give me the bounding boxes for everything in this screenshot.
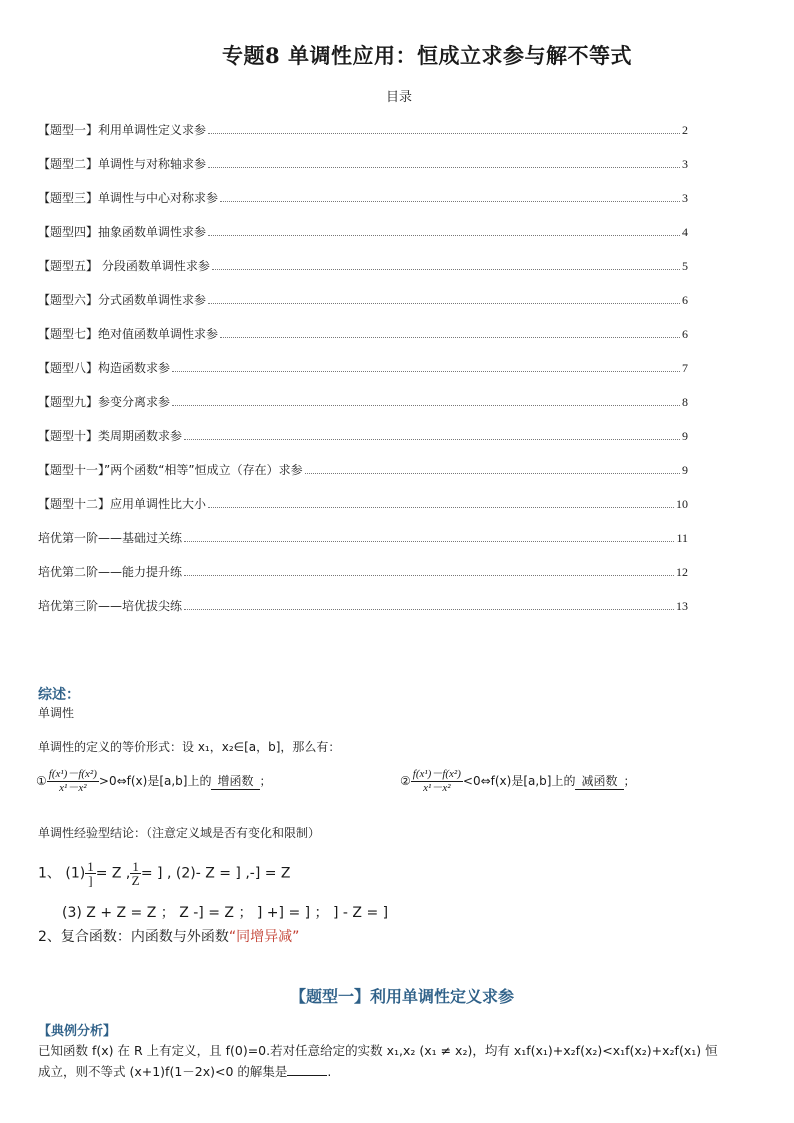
toc-item[interactable]: 培优第三阶——培优拔尖练 13 xyxy=(38,599,688,613)
rule-2: (3) Z + Z = Z ； Z -] = Z ； ] +] = ] ； ] - Z = ] xyxy=(62,905,389,921)
experience-heading: 单调性经验型结论：（注意定义域是否有变化和限制） xyxy=(38,826,321,840)
rule-composite: 2、复合函数：内函数与外函数“同增异减” xyxy=(38,929,300,945)
toc-item[interactable]: 【题型十二】应用单调性比大小 10 xyxy=(38,497,688,511)
toc-item[interactable]: 【题型十一】”两个函数“相等”恒成立（存在）求参 9 xyxy=(38,463,688,477)
table-of-contents xyxy=(38,104,688,614)
toc-item[interactable]: 培优第二阶——能力提升练 12 xyxy=(38,565,688,579)
toc-item[interactable]: 【题型五】 分段函数单调性求参 5 xyxy=(38,259,688,273)
example-analysis-tag: 【典例分析】 xyxy=(38,1024,117,1039)
toc-item[interactable]: 【题型四】抽象函数单调性求参 4 xyxy=(38,225,688,239)
formula-decreasing: ② $\frac{\text{f(x¹)－f(x²)}}{\text{x¹－x²}}$ <0⇔f(x)是[a,b]上的 减函数 ； xyxy=(400,768,636,794)
formula-increasing: ① $\frac{\text{f(x¹)－f(x²)}}{\text{x¹－x²}}$ >0⇔f(x)是[a,b]上的 增函数 ； xyxy=(36,768,272,794)
summary-heading: 综述： xyxy=(38,687,80,703)
toc-item[interactable]: 【题型八】构造函数求参 7 xyxy=(38,361,688,375)
answer-blank[interactable] xyxy=(287,1075,327,1076)
toc-item[interactable]: 【题型一】利用单调性定义求参 2 xyxy=(38,123,688,137)
toc-item[interactable]: 【题型十】类周期函数求参 9 xyxy=(38,429,688,443)
definition-text: 单调性的定义的等价形式：设 x₁，x₂∈[a，b]，那么有： xyxy=(38,740,341,754)
toc-item[interactable]: 【题型六】分式函数单调性求参 6 xyxy=(38,293,688,307)
type-1-heading: 【题型一】利用单调性定义求参 xyxy=(289,987,514,1006)
toc-item[interactable]: 【题型九】参变分离求参 8 xyxy=(38,395,688,409)
toc-item[interactable]: 【题型二】单调性与对称轴求参 3 xyxy=(38,157,688,171)
equivalent-forms xyxy=(36,768,756,808)
summary-subheading: 单调性 xyxy=(38,706,75,720)
toc-item[interactable]: 培优第一阶——基础过关练 11 xyxy=(38,531,688,545)
toc-item[interactable]: 【题型七】绝对值函数单调性求参 6 xyxy=(38,327,688,341)
toc-item[interactable]: 【题型三】单调性与中心对称求参 3 xyxy=(38,191,688,205)
example-question: 已知函数 f(x) 在 R 上有定义，且 f(0)=0.若对任意给定的实数 x₁,x₂ (x₁ ≠ x₂)，均有 x₁f(x₁)+x₂f(x₂)<x₁f(x₂)+x₂f(x₁) 恒 成立，则不等式 (x+1)f(1－2x)<0 的解集是 . xyxy=(38,1043,718,1079)
rule-1: 1、 (1) $\frac{1}{]}$ = Z , $\frac{1}{Z}$ = ] , (2)- Z = ] ,-] = Z xyxy=(38,859,291,888)
page-title: 专题8 单调性应用：恒成立求参与解不等式 xyxy=(222,43,632,68)
toc-heading: 目录 xyxy=(385,90,412,105)
